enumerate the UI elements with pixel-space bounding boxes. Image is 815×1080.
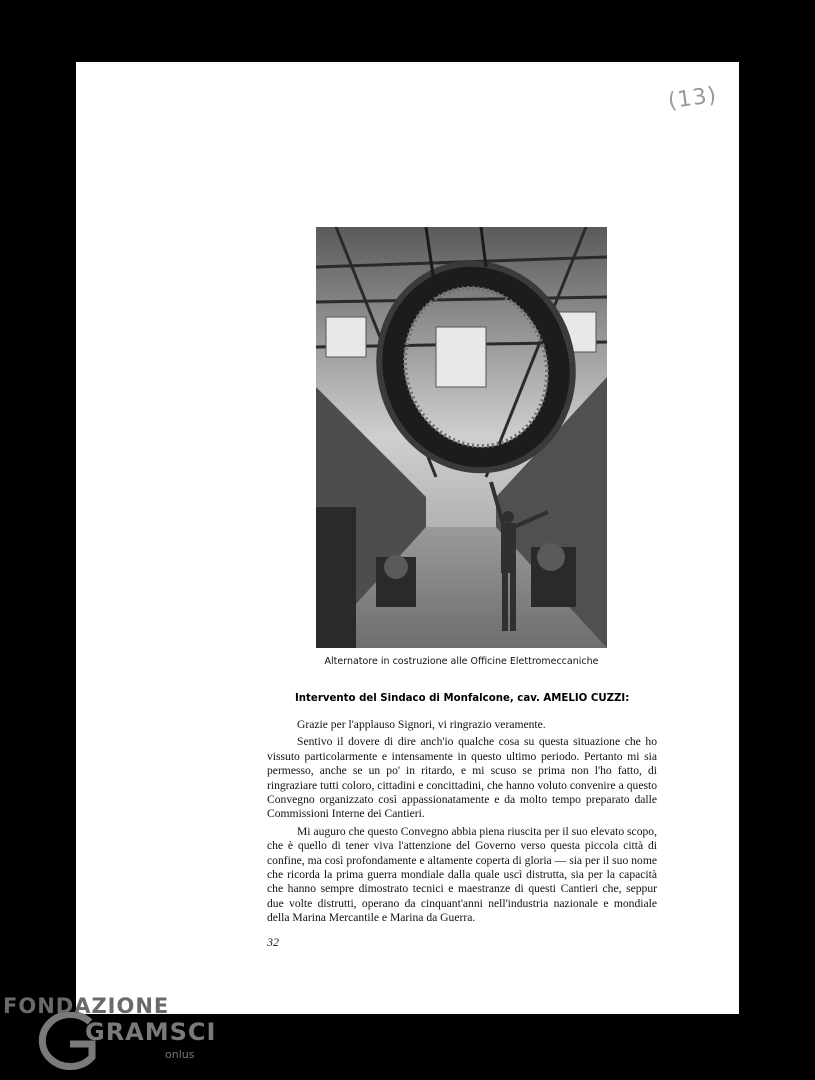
section-heading: Intervento del Sindaco di Monfalcone, cav. AMELIO CUZZI: — [295, 693, 630, 704]
document-page — [76, 62, 739, 1014]
factory-photo — [316, 227, 607, 648]
paragraph: Grazie per l'applauso Signori, vi ringrazio veramente. — [297, 718, 546, 731]
paragraph: Sentivo il dovere di dire anch'io qualche cosa su questa situazione che ho vissuto particolarmente e intensamente in questo ultimo periodo. Pertanto mi sia permesso, anche se un po' in ritardo, e mi scuso se prima non l'ho fatto, di ringraziare tutti coloro, cittadini e concittadini, che hanno voluto convenire a questo Convegno organizzato così appassionatamente e da molto tempo preparato dalle Commissioni Interne dei Cantieri. — [267, 735, 657, 821]
paragraph: Mi auguro che questo Convegno abbia piena riuscita per il suo elevato scopo, che è quello di tener viva l'attenzione del Governo verso questa piccola città di confine, ma così profondamente e altamente coperta di gloria — sia per il suo nome che ricorda la prima guerra mondiale dalla quale uscì distrutta, sia per la capacità che hanno sempre dimostrato tecnici e maestranze di questi Cantieri che, seppur due volte distrutti, operano da cinquant'anni nell'industria nazionale e mondiale della Marina Mercantile e Marina da Guerra. — [267, 824, 657, 925]
body-text — [267, 718, 657, 929]
watermark-line3: onlus — [165, 1048, 195, 1061]
alternator-photo-illustration — [316, 227, 607, 648]
photo-caption: Alternatore in costruzione alle Officine Elettromeccaniche — [324, 656, 599, 667]
page-number: 32 — [267, 935, 279, 949]
fondazione-gramsci-watermark — [0, 988, 230, 1080]
archive-page-mark: (13) — [666, 82, 719, 115]
watermark-line1: FONDAZIONE — [3, 994, 170, 1018]
watermark-line2: GRAMSCI — [85, 1018, 217, 1046]
